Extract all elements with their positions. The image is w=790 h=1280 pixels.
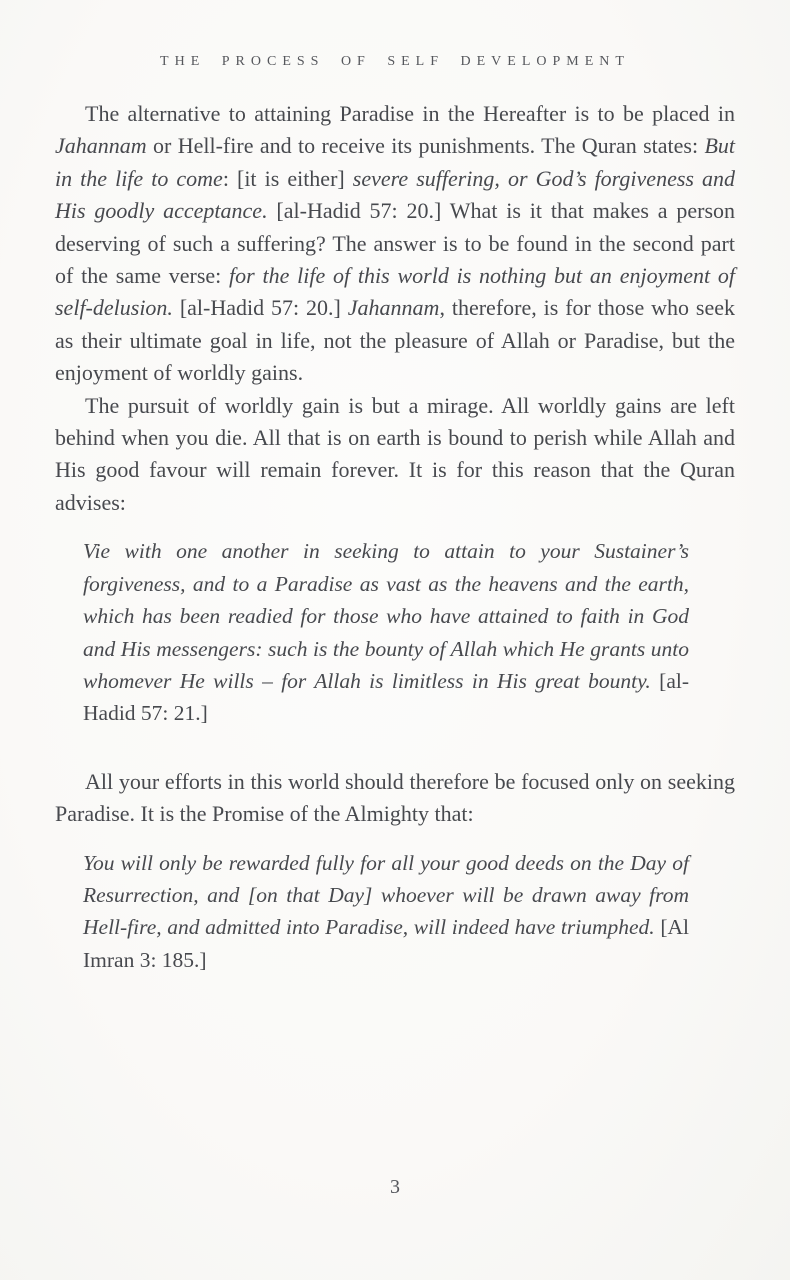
text-run: The alternative to attaining Paradise in the Hereafter is to be placed in: [85, 101, 735, 126]
text-run: All your efforts in this world should therefore be focused only on seeking Paradise. It is the Promise of the Almighty that:: [55, 768, 735, 827]
body-paragraph: [55, 766, 735, 831]
body-paragraph: [55, 390, 735, 520]
text-run: : [it is either]: [222, 165, 353, 191]
quran-quote: [83, 847, 689, 977]
text-run: for the life of this world is nothing but an enjoyment of self-delusion.: [55, 263, 735, 321]
text-run: severe suffering, or God’s forgiveness and His goodly acceptance.: [55, 165, 736, 224]
body-paragraph: [55, 98, 735, 390]
text-run: [Al Imran 3: 185.]: [83, 915, 689, 972]
page-number: 3: [390, 1176, 400, 1198]
text-run: But in the life to come: [55, 133, 735, 191]
text-run: You will only be rewarded fully for all your good deeds on the Day of Resurrection, and [on that Day] whoever will be drawn away from Hell-fire, and admitted into Paradise, will indeed have triumphed.: [83, 850, 689, 940]
text-run: Vie with one another in seeking to attain to your Sustainer’s forgiveness, and to a Paradise as vast as the heavens and the earth, which has been readied for those who have attained to faith in God and His messengers: such is the bounty of Allah which He grants unto whomever He wills – for Allah is limitless in His great bounty.: [83, 539, 689, 693]
quran-quote: [83, 535, 689, 729]
text-run: [al-Hadid 57: 20.] What is it that makes a person deserving of such a suffering? The answer is to be found in the second part of the same verse:: [55, 198, 736, 289]
text-run: The pursuit of worldly gain is but a mirage. All worldly gains are left behind when you die. All that is on earth is bound to perish while Allah and His good favour will remain forever. It is for this reason that the Quran advises:: [55, 392, 735, 515]
page-body: [55, 98, 735, 976]
text-run: [al-Hadid 57: 20.]: [172, 295, 348, 321]
text-run: [al-Hadid 57: 21.]: [83, 668, 689, 726]
running-header: THE PROCESS OF SELF DEVELOPMENT: [160, 54, 630, 69]
text-run: Jahannam: [55, 133, 147, 159]
text-run: , therefore, is for those who seek as their ultimate goal in life, not the pleasure of Allah or Paradise, but the enjoyment of worldly gains.: [55, 295, 735, 386]
text-run: or Hell-fire and to receive its punishments. The Quran states:: [146, 133, 705, 159]
text-run: Jahannam: [347, 295, 440, 321]
